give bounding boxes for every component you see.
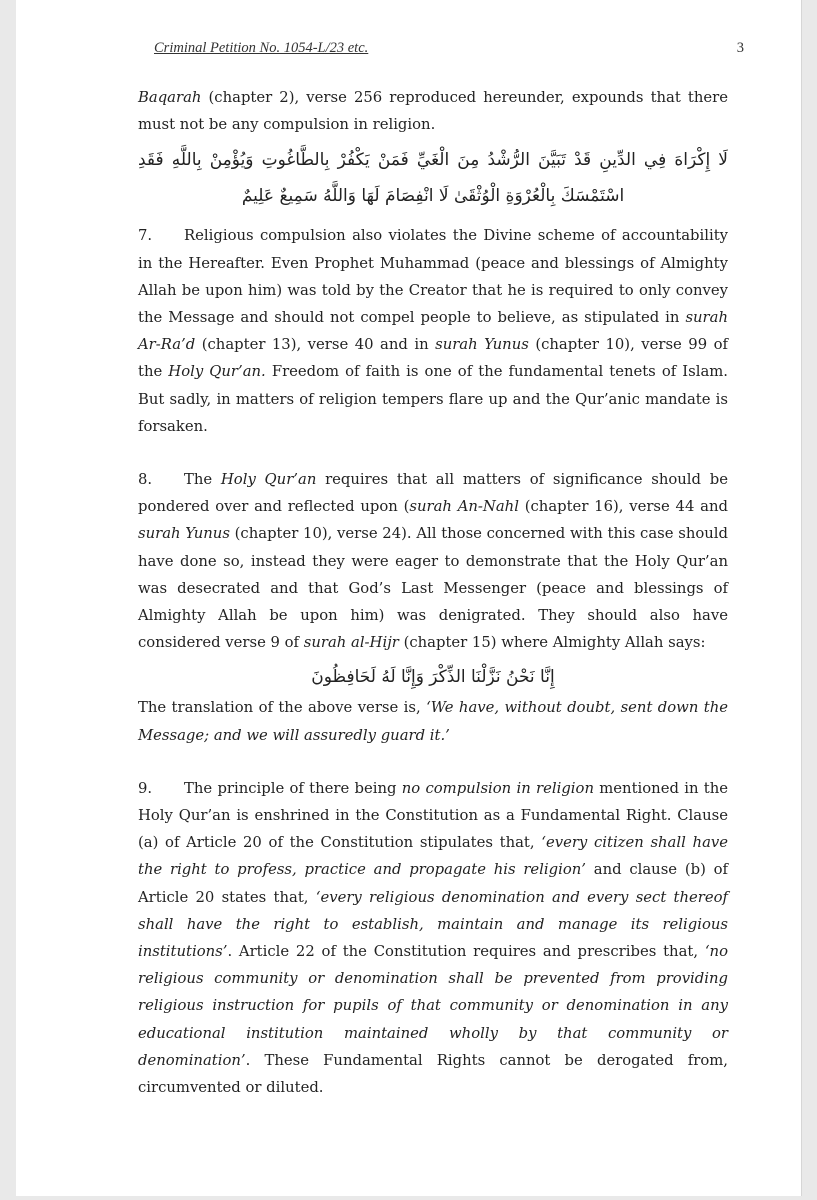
p9-text-5: . These Fundamental Rights cannot be derogated from, circumvented or diluted. bbox=[138, 1051, 728, 1097]
p7-text-1: Religious compulsion also violates the Divine scheme of accountability in the Hereafter. Even Prophet Muhammad (peace and blessings of Almighty Allah be upon him) was told by the Creator that he is required to only convey the Message and should not compel people to believe, as stipulated in bbox=[138, 227, 728, 327]
p7-italic-3: Holy Qur’an. bbox=[168, 363, 266, 381]
p8-italic-3: surah Yunus bbox=[138, 525, 230, 543]
document-body bbox=[138, 84, 728, 1101]
p9-italic-4: ‘no religious community or denomination shall be prevented from providing religious instruction for pupils of that community or denomination in any educational institution maintained wholly by that community or denomination’ bbox=[138, 943, 728, 1069]
quran-verse-256: لَا إِكْرَاهَ فِي الدِّينِ قَدْ تَبَيَّنَ الرُّشْدُ مِنَ الْغَيِّ فَمَنْ يَكْفُرْ بِالطَّاغُوتِ وَيُؤْمِنْ بِاللَّهِ فَقَدِ اسْتَمْسَكَ بِالْعُرْوَةِ الْوُثْقَىٰ لَا انْفِصَامَ لَهَا وَاللَّهُ سَمِيعٌ عَلِيمٌ bbox=[138, 150, 728, 207]
translation-paragraph bbox=[138, 694, 728, 748]
p7-italic-1: surah Ar-Ra’d bbox=[138, 309, 728, 354]
paragraph-8 bbox=[138, 466, 728, 656]
paragraph-8-number: 8. bbox=[138, 471, 153, 489]
page-number: 3 bbox=[736, 40, 744, 56]
translation-italic: ‘We have, without doubt, sent down the Message; and we will assuredly guard it.’ bbox=[138, 699, 728, 744]
p8-italic-2: surah An-Nahl bbox=[409, 498, 519, 516]
paragraph-7-number: 7. bbox=[138, 227, 153, 245]
translation-text: The translation of the above verse is, bbox=[138, 699, 427, 717]
p9-italic-2: ‘every citizen shall have the right to profess, practice and propagate his religion’ bbox=[138, 834, 729, 879]
p8-text-3: (chapter 16), verse 44 and bbox=[518, 498, 728, 516]
paragraph-9 bbox=[138, 775, 728, 1101]
p9-italic-3: ‘every religious denomination and every sect thereof shall have the right to establish, maintain and manage its religious institutions’ bbox=[138, 888, 728, 961]
p8-text-2: requires that all matters of significance should be pondered over and reflected upon ( bbox=[138, 471, 728, 516]
p8-text-1: The bbox=[184, 471, 221, 489]
spacer bbox=[138, 749, 728, 775]
intro-paragraph bbox=[138, 84, 728, 138]
p7-text-3: (chapter 10), verse 99 of the bbox=[138, 336, 728, 381]
p9-italic-1: no compulsion in religion bbox=[401, 779, 594, 797]
p7-italic-2: surah Yunus bbox=[435, 336, 529, 354]
p8-text-5: (chapter 15) where Almighty Allah says: bbox=[398, 634, 706, 652]
p8-text-4: (chapter 10), verse 24). All those concerned with this case should have done so, instead they were eager to demonstrate that the Holy Qur’an was desecrated and that God’s Last Messenger (peace and blessings of Almighty Allah be upon him) was denigrated. They should also have considered verse 9 of bbox=[138, 525, 729, 652]
p8-italic-4: surah al-Hijr bbox=[303, 634, 399, 652]
page-header bbox=[154, 40, 744, 62]
paragraph-9-number: 9. bbox=[138, 779, 153, 797]
p8-italic-1: Holy Qur’an bbox=[220, 471, 317, 489]
p9-text-1: The principle of there being bbox=[184, 779, 402, 797]
intro-italic: Baqarah bbox=[138, 89, 202, 106]
intro-text: (chapter 2), verse 256 reproduced hereunder, expounds that there must not be any compulsion in religion. bbox=[138, 89, 728, 134]
p7-text-4: Freedom of faith is one of the fundamental tenets of Islam. But sadly, in matters of religion tempers flare up and the Qur’anic mandate is forsaken. bbox=[138, 363, 729, 435]
p9-text-3: and clause (b) of Article 20 states that, bbox=[138, 861, 728, 906]
paragraph-7 bbox=[138, 222, 728, 440]
p9-text-2: mentioned in the Holy Qur’an is enshrined in the Constitution as a Fundamental Right. Clause (a) of Article 20 of the Constitution stipulates that, bbox=[138, 779, 728, 852]
p9-text-4: . Article 22 of the Constitution requires and prescribes that, bbox=[227, 943, 705, 961]
p7-text-2: (chapter 13), verse 40 and in bbox=[195, 336, 436, 354]
case-title: Criminal Petition No. 1054-L/23 etc. bbox=[154, 40, 369, 56]
quran-verse-hijr: إِنَّا نَحْنُ نَزَّلْنَا الذِّكْرَ وَإِنَّا لَهُ لَحَافِظُونَ bbox=[311, 667, 555, 688]
spacer bbox=[138, 440, 728, 466]
